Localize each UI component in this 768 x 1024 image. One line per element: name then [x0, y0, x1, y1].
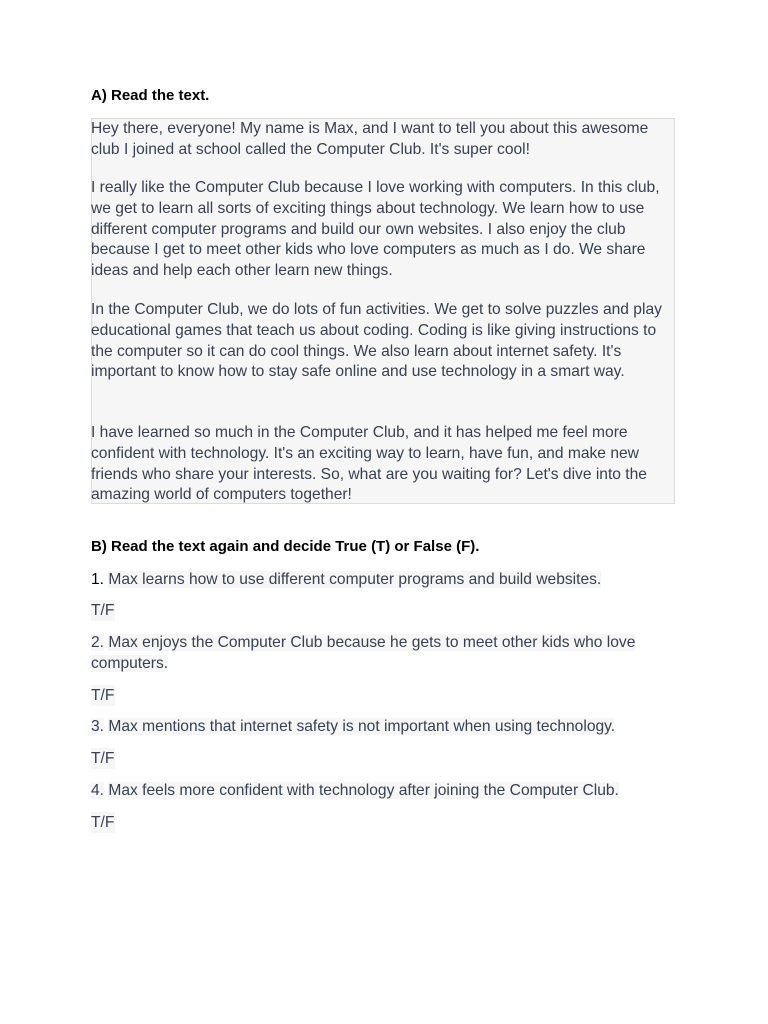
question-3	[91, 716, 681, 737]
question-3-text: Max mentions that internet safety is not important when using technology.	[108, 718, 616, 735]
question-3-answer-option: T/F	[91, 750, 115, 767]
reading-paragraph-4: I have learned so much in the Computer Club, and it has helped me feel more confident with technology. It's an exciting way to learn, have fun, and make new friends who share your interests. So, what are you waiting for? Let's dive into the amazing world of computers together!	[91, 424, 647, 504]
question-2-text: Max enjoys the Computer Club because he gets to meet other kids who love computers.	[91, 634, 636, 672]
question-3-number: 3.	[91, 718, 105, 735]
question-2-number: 2.	[91, 634, 105, 651]
question-2	[91, 632, 681, 674]
question-4-text: Max feels more confident with technology after joining the Computer Club.	[108, 782, 619, 799]
section-a-heading: A) Read the text.	[91, 87, 210, 104]
reading-paragraph-3: In the Computer Club, we do lots of fun activities. We get to solve puzzles and play educational games that teach us about coding. Coding is like giving instructions to the computer so it can do cool things. We also learn about internet safety. It's important to know how to stay safe online and use technology in a smart way.	[91, 301, 662, 381]
reading-paragraph-1: Hey there, everyone! My name is Max, and I want to tell you about this awesome club I joined at school called the Computer Club. It's super cool!	[91, 120, 649, 158]
question-1	[91, 569, 681, 590]
question-4-answer-option: T/F	[91, 814, 115, 831]
question-2-answer-option: T/F	[91, 687, 115, 704]
section-b-heading: B) Read the text again and decide True (T) or False (F).	[91, 538, 480, 555]
question-4	[91, 780, 681, 801]
question-1-text: Max learns how to use different computer programs and build websites.	[108, 571, 602, 588]
reading-paragraph-2: I really like the Computer Club because I love working with computers. In this club, we get to learn all sorts of exciting things about technology. We learn how to use different computer programs and build our own websites. I also enjoy the club because I get to meet other kids who love computers as much as I do. We share ideas and help each other learn new things.	[91, 179, 660, 280]
question-4-number: 4.	[91, 782, 105, 799]
question-1-answer-option: T/F	[91, 602, 115, 619]
question-1-number: 1.	[91, 571, 105, 588]
